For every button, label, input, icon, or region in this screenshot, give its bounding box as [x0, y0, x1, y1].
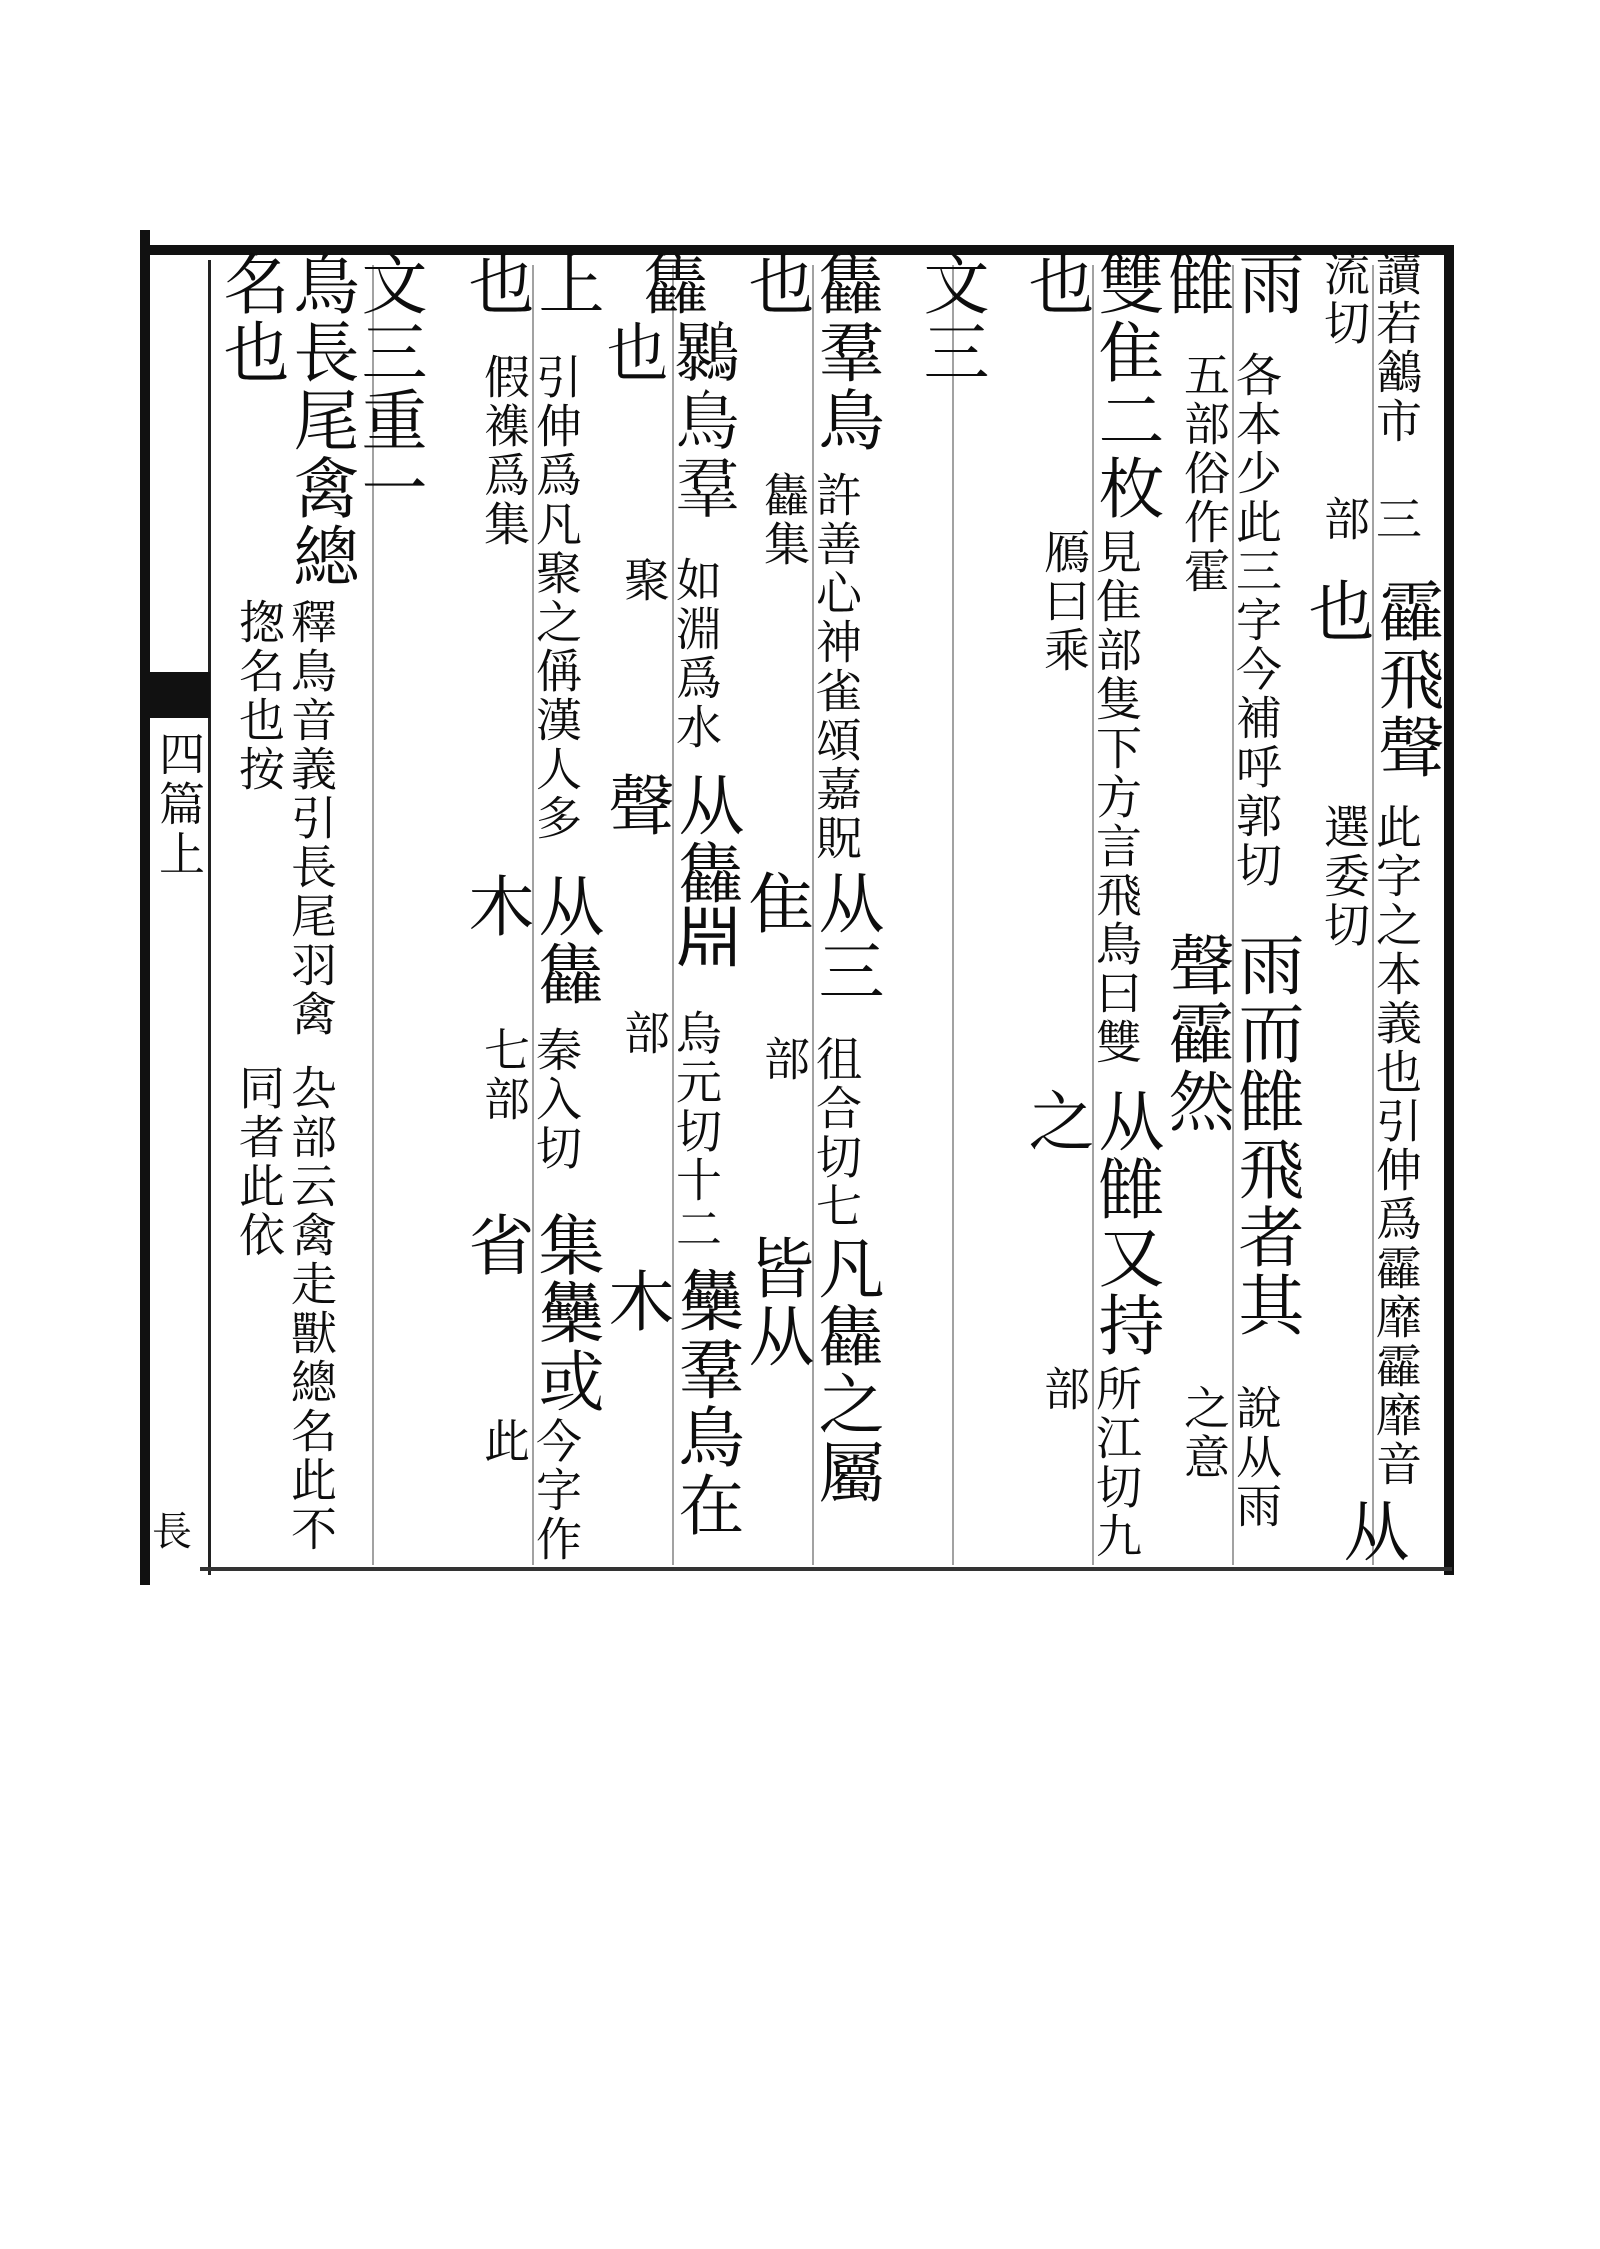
- text-column-4: [880, 250, 1020, 1565]
- text-column-3: [1017, 250, 1164, 1565]
- fishtail-mark: [150, 672, 210, 718]
- commentary-text: 此字之本義也引伸爲靃靡靃靡音選委切: [1317, 803, 1423, 1490]
- commentary-text: 徂合切七部: [757, 1034, 863, 1231]
- main-text: 从雥𣶒聲: [597, 771, 744, 976]
- margin-radical-label: 長: [152, 1509, 192, 1555]
- frame-right-border: [1444, 245, 1454, 1575]
- text-column-9: [212, 250, 359, 1565]
- main-text: 从雥木: [457, 871, 604, 1008]
- main-text: 上也: [457, 250, 604, 318]
- main-text: 雙隹二枚也: [1017, 250, 1164, 522]
- commentary-text: 今字作此: [477, 1416, 583, 1564]
- commentary-text: 所江切九部: [1037, 1365, 1143, 1562]
- main-text: 雥: [632, 250, 709, 318]
- commentary-text: 秦入切七部: [477, 1025, 583, 1173]
- frame-bottom-border: [200, 1567, 1452, 1571]
- frame-left-border: [140, 230, 150, 1585]
- main-text: 文三重一: [350, 250, 427, 522]
- main-text: 从三隹: [737, 868, 884, 1005]
- margin-section-label: 四篇上: [152, 730, 206, 880]
- main-text: 雧羣鳥在木: [597, 1267, 744, 1540]
- main-text: 雨而雔飛者其聲靃然: [1157, 930, 1304, 1339]
- main-text: 集雧或省: [457, 1211, 604, 1416]
- commentary-text: 讀若䳺市流切: [1317, 250, 1423, 446]
- main-text: 鳥長尾禽總名也: [212, 250, 359, 590]
- main-text: 雨雔: [1157, 250, 1304, 318]
- main-text: 凡雥之屬皆从: [737, 1233, 884, 1506]
- commentary-text: 許善心神雀頌嘉貺雥集: [757, 470, 863, 863]
- main-text: 𪇰鳥羣也: [597, 318, 744, 522]
- commentary-text: 烏元切十二部: [617, 1009, 723, 1255]
- commentary-text: 引伸爲凡聚之偁漢人多假襍爲集: [477, 352, 583, 843]
- main-text: 从雔又持之: [1017, 1087, 1164, 1360]
- text-column-6: [597, 250, 744, 1565]
- text-column-2: [1157, 250, 1304, 1565]
- text-column-7: [457, 250, 604, 1565]
- main-text: 从: [1332, 1497, 1409, 1566]
- commentary-text: 見隹部隻下方言飛鳥曰雙鴈曰乘: [1037, 527, 1143, 1067]
- commentary-text: 三部: [1317, 494, 1423, 544]
- commentary-text: 如淵爲水聚: [617, 556, 723, 753]
- commentary-text: 各本少此三字今補呼郭切五部俗作霍: [1177, 350, 1283, 890]
- commentary-text: 說从雨之意: [1177, 1383, 1283, 1531]
- main-text: 靃飛聲也: [1297, 576, 1444, 781]
- main-text: 雥羣鳥也: [737, 250, 884, 454]
- text-column-5: [737, 250, 884, 1565]
- commentary-text: 厹部云禽走獸總名此不同者此依: [232, 1063, 338, 1554]
- main-text: 文三: [912, 250, 989, 386]
- text-column-1: [1297, 250, 1444, 1566]
- frame-inner-border: [208, 260, 211, 1575]
- commentary-text: 釋鳥音義引長尾羽禽揔名也按: [232, 597, 338, 1039]
